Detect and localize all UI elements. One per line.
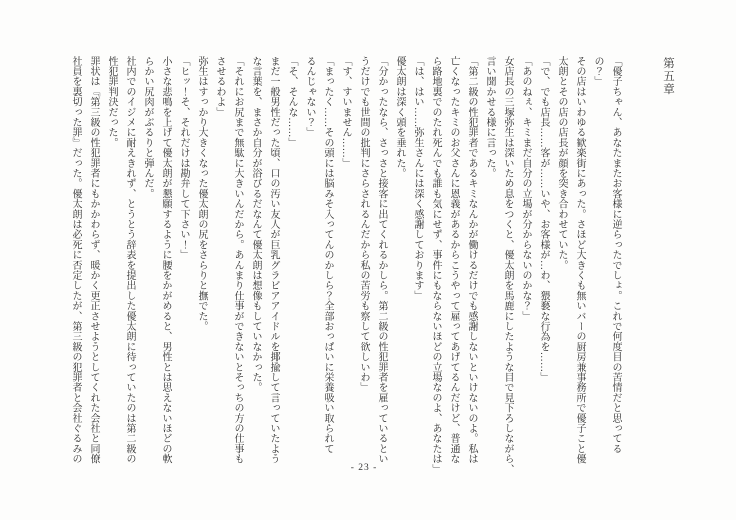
text-line: 弥生はすっかり大きくなった優太朗の尻をさらりと撫でた。 [196, 56, 207, 332]
text-line: 「まったく……その頭には脳みそ入ってんのかしら？全部おっぱいに栄養吸い取られて [322, 56, 333, 454]
text-line: 女店長の三塚弥生は深いため息をつくと、優太朗を馬鹿にしたような目で見下ろしながら、 [502, 56, 513, 475]
body-text [66, 56, 624, 486]
text-line: らかい尻肉がぶるりと弾んだ。 [142, 56, 153, 199]
text-line: 優太朗は深く頭を垂れた。 [394, 56, 405, 179]
page-number: - 23 - [350, 463, 378, 473]
text-line: その店はいわゆる歓楽街にあった。さほど大きくも無いバーの厨房兼事務所で優子こと優 [574, 56, 585, 464]
text-line: させるわよ」 [214, 56, 225, 118]
text-line: 「優子ちゃん、あなたまたお客様に逆らったでしょ。これで何度目の苦情だと思ってる [610, 56, 621, 454]
text-line: 社員を裏切った罪』だった。優太朗は必死に否定したが、第三級の犯罪者と会社ぐるみの [70, 56, 81, 464]
text-line: な言葉を、まさか自分が浴びるだなんて優太朗は想像もしていなかった。 [250, 56, 261, 393]
text-line: 「それにお尻まで無駄に大きいんだから。あんまり仕事ができないとそっちの方の仕事も [232, 56, 243, 464]
text-line: の？」 [592, 56, 603, 87]
text-line: まだ一般男性だった頃、口の汚い友人が巨乳グラビアアイドルを揶揄して言っていたよう [268, 56, 279, 464]
text-line: うだけでも世間の批判にさらされるんだから私の苦労も察して欲しいわ」 [358, 56, 369, 393]
text-line: 「す、すいません……」 [340, 56, 351, 169]
text-line: 言い聞かせる様に言った。 [484, 56, 495, 179]
text-line: るんじゃない？」 [304, 56, 315, 138]
text-line: 「そ、そんな……」 [286, 56, 297, 148]
text-line: 「で、でも店長……客が……いや、お客様が…わ、猥褻な行為を……」 [538, 56, 549, 383]
text-line: 太朗とその店の店長が顔を突き合わせていた。 [556, 56, 567, 271]
text-line: 「は、はい……弥生さんには深く感謝しております」 [412, 56, 423, 301]
text-line: ら路地裏でのたれ死んでも誰も気にせず、事件にもならないほどの立場なのよ、あなたは」 [430, 56, 441, 475]
text-line: 「第二級の性犯罪者であるキミなんかが働けるだけでも感謝しないといけないのよ。私は [466, 56, 477, 464]
text-line: 「分かったなら、さっさと接客に出てくれるかしら。第二級の性犯罪者を雇っているとい [376, 56, 387, 464]
text-line: 「ヒッ！そ、それだけは勘弁して下さい！」 [178, 56, 189, 260]
text-line: 小さな悲鳴を上げて優太朗が懇願するように腰をかがめると、男性とは思えないほどの軟 [160, 56, 171, 464]
text-line: 亡くなったキミのお父さんに恩義があるからこうやって雇ってあげてるんだけど、普通な [448, 56, 459, 464]
text-line: 社内でのイジメに耐えきれず、とうとう辞表を提出した優太朗に待っていたのは第二級の [124, 56, 135, 464]
text-line: 罪状は『第三級の性犯罪者にもかかわらず、暖かく更正させようとしてくれた会社と同僚 [88, 56, 99, 464]
text-line: 性犯罪判決だった。 [106, 56, 117, 148]
chapter-heading: 第五章 [662, 57, 674, 96]
text-line: 「あのねぇ、キミまだ自分の立場が分からないのかな？」 [520, 56, 531, 322]
